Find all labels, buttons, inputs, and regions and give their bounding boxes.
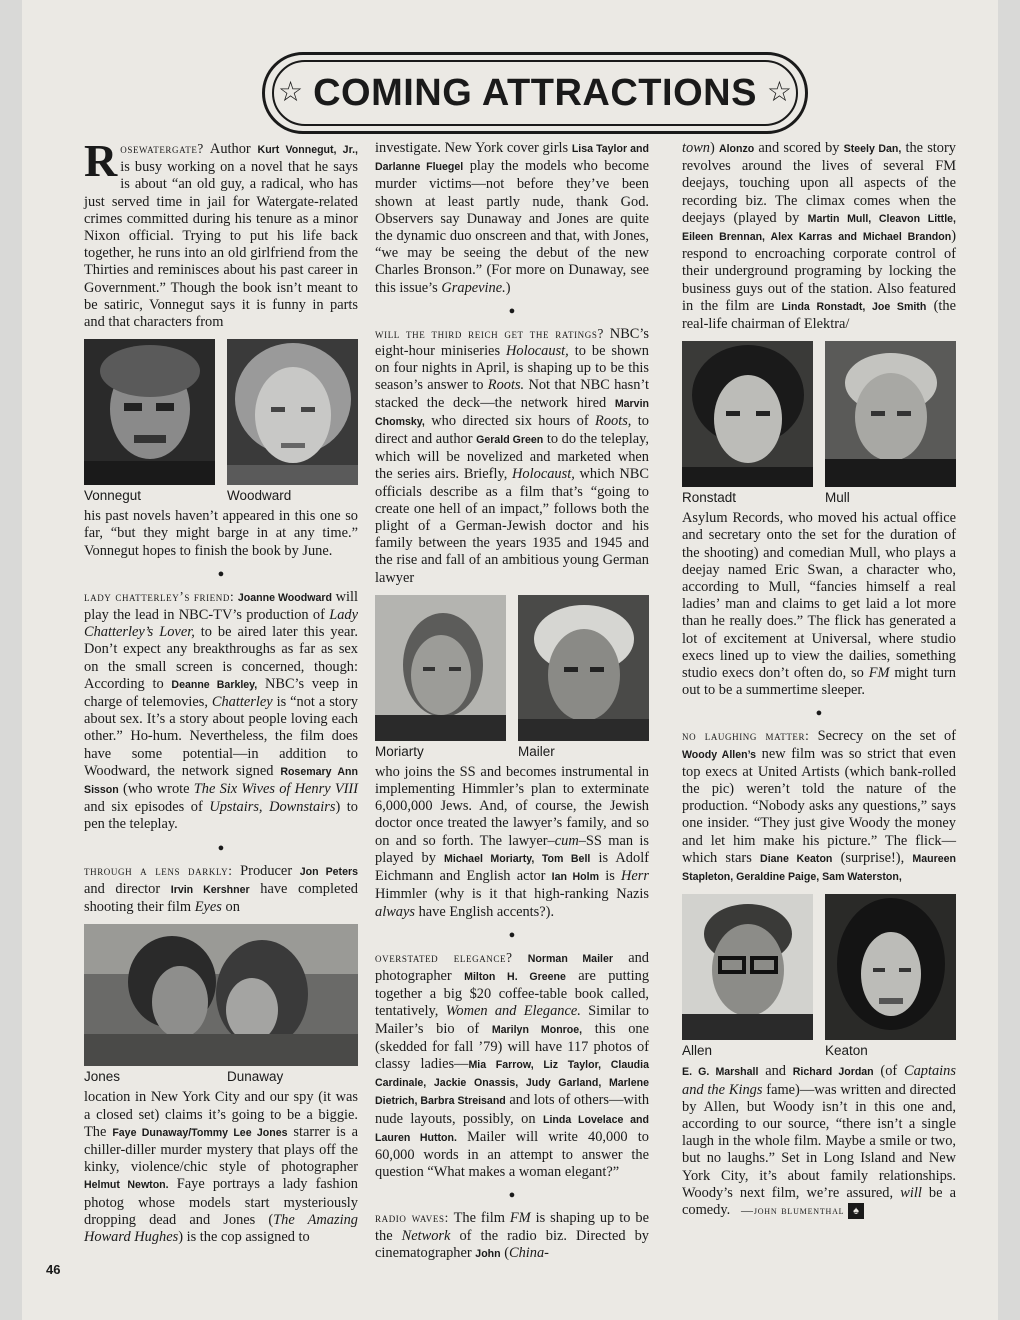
photo-row-ronstadt-mull xyxy=(682,341,956,487)
article-no-laughing-matter: no laughing matter: Secrecy on the set of Woody Allen’s new film was so strict that even top execs at United Artists (which bank-rolled the pic) weren’t told the nature of the production. “Nobody asks any questions,” says one insider. “They just give Woody the money and let him make his picture.” The flick—which stars Diane Keaton (surprise!), Maureen Stapleton, Geraldine Paige, Sam Waterston, xyxy=(682,728,956,884)
photo-vonnegut xyxy=(84,339,215,485)
photo-jones-dunaway xyxy=(84,924,358,1066)
photo-caption: Vonnegut xyxy=(84,488,142,504)
caption-row xyxy=(84,487,358,504)
article-text: who joins the SS and becomes instrumental in implementing Himmler’s plan to exterminate 6,000,000 Jews. And, of course, the Jewish doctor once treated the lawyer’s family, and so on and so forth. The lawyer–cum–SS man is played by Michael Moriarty, Tom Bell is Adolf Eichmann and English actor Ian Holm is Herr Himmler (why is it that high-ranking Nazis always have English accents?). xyxy=(375,763,650,920)
drop-cap: R xyxy=(84,135,118,186)
bullet-separator: ● xyxy=(217,567,225,580)
bullet-separator: ● xyxy=(508,304,516,317)
section-title: COMING ATTRACTIONS xyxy=(313,71,757,114)
page-number: 46 xyxy=(46,1262,61,1277)
rabbit-logo-icon: ♠ xyxy=(848,1203,864,1219)
photo-allen xyxy=(682,894,813,1040)
header-inner-ring xyxy=(272,60,798,126)
article-radio-waves: radio waves: The film FM is shaping up to be the Network of the radio biz. Directed by cinematographer John (China- xyxy=(375,1210,650,1261)
article-lens-darkly: through a lens darkly: Producer Jon Peters and director Irvin Kershner have completed shooting their film Eyes on xyxy=(84,862,358,916)
photo-caption: Ronstadt xyxy=(682,490,737,506)
star-icon: ☆ xyxy=(766,77,793,108)
photo-row-jones-dunaway xyxy=(84,924,358,1066)
article-text: his past novels haven’t appeared in this one so far, “but they might barge in at any time.” Vonnegut hopes to finish the book by June. xyxy=(84,508,358,559)
photo-keaton xyxy=(825,894,956,1040)
article-third-reich: will the third reich get the ratings? NBC’s eight-hour miniseries Holocaust, to be shown on four nights in April, is shaping up to be this season’s answer to Roots. Not that NBC hasn’t stacked the deck—the network hired Marvin Chomsky, who directed six hours of Roots, to direct and author Gerald Green to do the teleplay, which will be novelized and marketed when the series airs. Briefly, Holocaust, which NBC officials describe as a film that’s “going to create one hell of an impact,” follows both the plight of a German-Jewish doctor and his family between the years 1935 and 1945 and the rise and fall of an ambitious young German lawyer xyxy=(375,325,650,586)
column-2 xyxy=(375,140,649,1263)
caption-row xyxy=(84,1068,358,1085)
article-rosewatergate: Rosewatergate? Author Kurt Vonnegut, Jr., is busy working on a novel that he says is about “an old guy, a radical, who has just served time in jail for Watergate-related crimes committed during his tenure as a minor Nixon official. Trying to put his life back together, he runs into an old girlfriend from the Thirties and reminisces about his past career in Government.” Though the book isn’t meant to be satiric, Vonnegut says it is funny in parts and that characters from xyxy=(84,135,358,331)
article-text: Asylum Records, who moved his actual office and secretary onto the set for the duration of the shooting) and comedian Mull, who plays a deejay named Eric Swan, a character who, according to Mull, “fancies himself a real ladies’ man and claims to get laid a lot more than he really does.” The flick has generated a lot of excitement at Universal, where studio execs lined up to view the dailies, something studio execs don’t often do, so FM might turn out to be a summertime sleeper. xyxy=(682,510,956,699)
column-3 xyxy=(682,140,956,1219)
photo-row-allen-keaton xyxy=(682,894,956,1040)
article-text: town) Alonzo and scored by Steely Dan, the story revolves around the lives of several FM deejays, touching upon all aspects of the recording biz. The climax comes when the deejays (played by Martin Mull, Cleavon Little, Eileen Brennan, Alex Karras and Michael Brandon) respond to encroaching corporate control of their underground programing by locking the business guys out of the station. Also featured in the film are Linda Ronstadt, Joe Smith (the real-life chairman of Elektra/ xyxy=(682,140,956,333)
photo-caption: Moriarty xyxy=(375,743,424,759)
bullet-separator: ● xyxy=(815,707,823,720)
bullet-separator: ● xyxy=(217,841,225,854)
photo-ronstadt xyxy=(682,341,813,487)
photo-caption: Woodward xyxy=(227,488,292,504)
article-text: E. G. Marshall and Richard Jordan (of Captains and the Kings fame)—was written and directed by Allen, but Woody isn’t in this one and, according to our source, “there isn’t a single laugh in the whole film. Maybe a smile or two, but no laughs.” Set in Long Island and New York City, it’s about family relationships. Woody’s next film, we’re assured, will be a comedy. —john blumenthal ♠ xyxy=(682,1063,956,1218)
column-1 xyxy=(84,135,359,1246)
bullet-separator: ● xyxy=(508,1189,516,1202)
article-text: investigate. New York cover girls Lisa Taylor and Darlanne Fluegel play the models who become murder victims—not before they’ve been shown at least partly nude, thank God. Observers say Dunaway and Jones are quite the dynamic duo onscreen and that, with Jones, “we may be seeing the debut of the new Charles Bronson.” (For more on Dunaway, see this issue’s Grapevine.) xyxy=(375,140,649,296)
bullet-separator: ● xyxy=(508,928,516,941)
article-lady-chatterley: lady chatterley’s friend: Joanne Woodward will play the lead in NBC-TV’s production of Lady Chatterley’s Lover, to be aired later this year. Don’t expect any breakthroughs as far as sex on the small screen is concerned, though: According to Deanne Barkley, NBC’s veep in charge of telemovies, Chatterley is “not a story about sex. It’s a story about people loving each other.” Ho-hum. Nevertheless, the film does have some potential—in addition to Woodward, the network signed Rosemary Ann Sisson (who wrote The Six Wives of Henry VIII and six episodes of Upstairs, Downstairs) to pen the teleplay. xyxy=(84,588,359,833)
section-header xyxy=(262,52,808,134)
star-icon: ☆ xyxy=(277,77,304,108)
caption-row xyxy=(682,489,956,506)
photo-mull xyxy=(825,341,956,487)
photo-caption: Dunaway xyxy=(227,1069,284,1085)
photo-caption: Allen xyxy=(682,1043,713,1059)
caption-row xyxy=(682,1042,956,1059)
photo-mailer xyxy=(518,595,649,741)
photo-caption: Mailer xyxy=(518,743,555,759)
photo-caption: Jones xyxy=(84,1069,121,1085)
photo-woodward xyxy=(227,339,358,485)
byline: —john blumenthal xyxy=(741,1202,845,1217)
magazine-page xyxy=(22,0,998,1320)
article-text: location in New York City and our spy (it was a closed set) claims it’s going to be a biggie. The Faye Dunaway/Tommy Lee Jones starrer is a chiller-diller murder mystery that plays off the kinky, violence/chic style of photographer Helmut Newton. Faye portrays a lady fashion photog whose models start mysteriously dropping dead and Jones (The Amazing Howard Hughes) is the cop assigned to xyxy=(84,1089,358,1245)
article-overstated-elegance: overstated elegance? Norman Mailer and photographer Milton H. Greene are putting together a big $20 coffee-table book called, tentatively, Women and Elegance. Similar to Mailer’s bio of Marilyn Monroe, this one (skedded for fall ’79) will have 117 photos of classy ladies—Mia Farrow, Liz Taylor, Claudia Cardinale, Jackie Onassis, Judy Garland, Marlene Dietrich, Barbra Streisand and lots of others—with nude layouts, possibly, on Linda Lovelace and Lauren Hutton. Mailer will write 40,000 to 60,000 words in an attempt to answer the question “What makes a woman elegant?” xyxy=(375,949,650,1181)
photo-row-vonnegut-woodward xyxy=(84,339,358,485)
photo-row-moriarty-mailer xyxy=(375,595,649,741)
photo-caption: Mull xyxy=(825,490,850,506)
photo-moriarty xyxy=(375,595,506,741)
caption-row xyxy=(375,743,649,760)
photo-caption: Keaton xyxy=(825,1043,868,1059)
